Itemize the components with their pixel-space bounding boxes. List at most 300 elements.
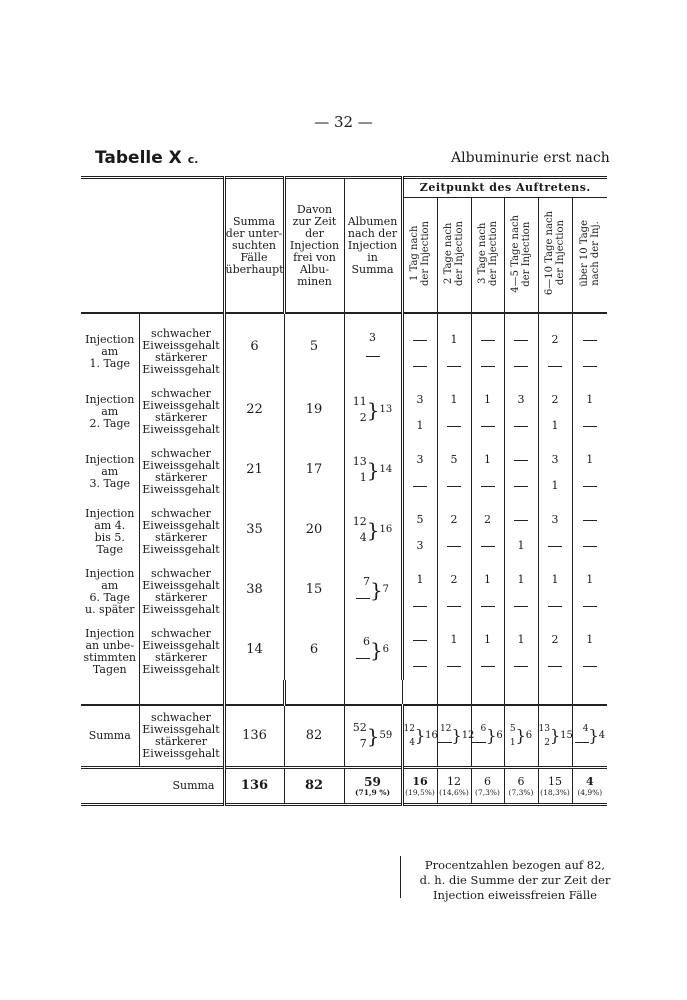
total-time-value: 15: [548, 774, 562, 788]
cell-value: 3: [551, 513, 559, 526]
summa-brace-group: [539, 722, 573, 750]
dash-mark: [447, 366, 461, 367]
time-cell-weak: [504, 500, 538, 532]
header-line: in: [367, 250, 378, 264]
total-time-cell: [471, 768, 504, 805]
spacer-row: [81, 680, 607, 705]
brace-mark: }: [366, 398, 380, 422]
sub-label-line: Eiweissgehalt: [142, 663, 220, 676]
sub-label-weak: [139, 705, 224, 736]
time-cell-weak: [402, 313, 437, 352]
albumen-strong: [353, 530, 367, 546]
header-line: Summa: [351, 262, 394, 276]
sub-label-line: Eiweissgehalt: [142, 483, 220, 496]
cell-value: 2: [551, 393, 559, 406]
albumen-stack: [353, 394, 367, 426]
summa-col-total: 16: [425, 730, 438, 741]
dash-mark: [447, 426, 461, 427]
davon-value: [284, 705, 344, 768]
sub-label-line: schwacher: [151, 627, 211, 640]
brace-mark: }: [369, 578, 383, 602]
dash-mark: [413, 366, 427, 367]
sub-label-line: Eiweissgehalt: [142, 339, 220, 352]
brace-mark: }: [369, 638, 383, 662]
sub-label-line: stärkerer: [154, 411, 208, 424]
footnote: [415, 858, 615, 903]
sub-label-weak: [139, 620, 224, 652]
cell-value: 2: [450, 513, 458, 526]
footnote-line: Procentzahlen bezogen auf 82,: [424, 858, 606, 872]
summa-brace-group: [404, 722, 438, 750]
brace-mark: }: [588, 726, 599, 745]
time-cell-strong: [437, 412, 471, 440]
summa-col-total: 6: [525, 730, 533, 741]
summa-brace-group: [438, 722, 475, 750]
albumen-weak: [366, 329, 380, 347]
table-row: [81, 560, 607, 592]
group-label-line: am 4.: [94, 519, 126, 532]
group-label-line: Injection: [85, 453, 135, 466]
time-cell-weak: [538, 380, 572, 412]
albumen-value: [344, 500, 402, 560]
albumen-weak: [356, 574, 370, 590]
time-cell-strong: [538, 652, 572, 680]
albumen-value: [344, 440, 402, 500]
time-cell-strong: [402, 352, 437, 380]
cell-value: 1: [484, 393, 491, 406]
cell-value: 3: [551, 453, 559, 466]
cell-value: 13: [352, 455, 367, 468]
dash-mark: [583, 546, 597, 547]
time-cell-weak: [572, 380, 607, 412]
cell-value: 1: [586, 453, 594, 466]
time-cell-weak: [471, 560, 504, 592]
time-cell-weak: [402, 620, 437, 652]
time-cell-strong: [572, 412, 607, 440]
header-albumen: [344, 178, 402, 314]
sub-label-line: stärkerer: [154, 531, 208, 544]
cell-value: 13: [538, 724, 550, 734]
group-label-line: Injection: [85, 567, 135, 580]
albumen-weak: [353, 514, 367, 530]
davon-value: [284, 620, 344, 680]
albumen-total: 6: [382, 644, 390, 655]
cell-value: 1: [551, 573, 559, 586]
dash-mark: [583, 520, 597, 521]
dash-mark: [356, 598, 370, 599]
cell-value: 3: [416, 539, 424, 552]
table-row: [81, 500, 607, 532]
header-line: Fälle: [240, 250, 268, 264]
davon-number: 15: [305, 582, 323, 597]
sub-label-weak: [139, 313, 224, 352]
header-time-line: über 10 Tage: [578, 220, 590, 287]
total-time-pct: (7,3%): [475, 787, 500, 797]
summa-value: [224, 313, 284, 380]
time-cell-strong: [437, 352, 471, 380]
group-label-line: 2. Tage: [89, 417, 131, 430]
group-label-line: Tagen: [92, 663, 127, 676]
header-time-col: [437, 198, 471, 314]
cell-value: 1: [450, 393, 458, 406]
time-cell-strong: [572, 652, 607, 680]
sub-label-strong: [139, 736, 224, 768]
davon-value: [284, 500, 344, 560]
summa-number: 6: [250, 339, 259, 354]
cell-value: 1: [484, 633, 491, 646]
summa-brace-group: [510, 722, 532, 750]
total-time-cell: [437, 768, 471, 805]
time-cell-strong: [538, 352, 572, 380]
cell-value: 3: [416, 393, 424, 406]
table-title-text: Tabelle X: [95, 148, 182, 168]
footnote-line: d. h. die Summe der zur Zeit der: [419, 873, 611, 887]
table-row: [81, 440, 607, 472]
albumen-brace-group: [353, 454, 392, 486]
time-cell-weak: [437, 440, 471, 472]
dash-mark: [583, 666, 597, 667]
cell-value: 1: [450, 633, 458, 646]
header-line: zur Zeit: [292, 214, 337, 228]
header-time-text: [544, 211, 566, 295]
time-cell-strong: [504, 652, 538, 680]
time-cell-strong: [504, 532, 538, 560]
header-row-1: [81, 178, 607, 198]
table-row: [81, 380, 607, 412]
spacer-cell: [538, 680, 572, 705]
summa-brace-group: [575, 722, 606, 750]
dash-mark: [514, 486, 528, 487]
summa-value: [224, 620, 284, 680]
header-time-col: [538, 198, 572, 314]
time-cell-strong: [471, 412, 504, 440]
summa-time-cell: [471, 705, 504, 768]
total-time-value: 4: [585, 774, 594, 788]
summa-stack: [472, 722, 486, 750]
albumen-stack: [366, 329, 380, 365]
time-cell-strong: [471, 592, 504, 620]
sub-label-line: Eiweissgehalt: [142, 363, 220, 376]
group-label-line: am: [101, 345, 119, 358]
albumen-strong: [353, 470, 367, 486]
header-time-line: 2 Tage nach: [443, 222, 454, 285]
dash-mark: [481, 486, 495, 487]
albumen-value: [344, 560, 402, 620]
summa-strong: [404, 736, 415, 750]
sub-label-line: schwacher: [151, 447, 211, 460]
time-cell-strong: [402, 592, 437, 620]
header-summa: [224, 178, 284, 314]
sub-label-line: Eiweissgehalt: [142, 723, 220, 736]
summa-col-total: 15: [560, 730, 573, 741]
cell-value: 3: [416, 453, 424, 466]
time-cell-weak: [471, 380, 504, 412]
total-time-value: 6: [517, 774, 525, 788]
group-label-line: u. später: [84, 603, 135, 616]
group-label-line: an unbe-: [85, 639, 135, 652]
dash-mark: [548, 606, 562, 607]
dash-mark: [413, 606, 427, 607]
summa-stack: [404, 722, 415, 750]
time-cell-weak: [504, 620, 538, 652]
spacer-cell: [224, 680, 284, 705]
dash-mark: [366, 356, 380, 357]
data-table: [81, 176, 607, 806]
time-cell-weak: [572, 560, 607, 592]
cell-value: 2: [544, 738, 550, 748]
summa-strong: [539, 736, 550, 750]
cell-value: 7: [362, 575, 370, 588]
cell-value: 1: [551, 479, 559, 492]
sub-label-line: Eiweissgehalt: [142, 519, 220, 532]
summa-number: 136: [242, 728, 267, 743]
total-label: Summa: [81, 768, 224, 805]
dash-mark: [356, 658, 370, 659]
sub-label-line: stärkerer: [154, 651, 208, 664]
summa-label: Summa: [81, 705, 139, 768]
time-cell-weak: [471, 620, 504, 652]
cell-value: 1: [586, 393, 594, 406]
header-line: minen: [297, 274, 332, 288]
sub-label-strong: [139, 592, 224, 620]
spacer-cell: [572, 680, 607, 705]
albumen-brace-group: [356, 574, 389, 606]
time-cell-strong: [437, 592, 471, 620]
time-cell-weak: [471, 440, 504, 472]
dash-mark: [413, 666, 427, 667]
cell-value: 4: [359, 531, 367, 544]
total-time-value: 6: [484, 774, 491, 788]
header-line: Injection: [347, 238, 398, 252]
albumen-value: [344, 313, 402, 380]
cell-value: 1: [551, 419, 559, 432]
dash-mark: [481, 606, 495, 607]
total-row: [81, 768, 607, 805]
summa-brace-group: [472, 722, 503, 750]
davon-value: [284, 440, 344, 500]
total-time-cell: [538, 768, 572, 805]
time-cell-weak: [437, 500, 471, 532]
header-zeitpunkt: Zeitpunkt des Auftretens.: [402, 178, 607, 198]
dash-mark: [472, 742, 486, 743]
dash-mark: [583, 606, 597, 607]
brace-mark: }: [366, 724, 380, 748]
cell-value: 1: [509, 738, 516, 748]
summa-weak: [472, 722, 486, 736]
time-cell-weak: [572, 500, 607, 532]
total-time-pct: (18,3%): [540, 787, 570, 797]
sub-label-line: stärkerer: [154, 471, 208, 484]
total-albumen-value: 59: [364, 774, 381, 789]
cell-value: 1: [517, 633, 525, 646]
albumen-weak: 52: [352, 721, 367, 734]
header-time-col: [471, 198, 504, 314]
dash-mark: [575, 742, 589, 743]
time-cell-strong: [504, 352, 538, 380]
albumen-stack: [353, 720, 367, 752]
cell-value: 2: [484, 513, 491, 526]
cell-value: 3: [517, 393, 525, 406]
header-time-line: der Injection: [555, 221, 566, 286]
time-cell-strong: [402, 472, 437, 500]
sub-label-weak: [139, 500, 224, 532]
cell-value: 1: [484, 453, 491, 466]
cell-value: 11: [352, 395, 367, 408]
summa-number: 21: [246, 462, 263, 477]
summa-col-total: 6: [496, 730, 503, 741]
total-summa: 136: [224, 768, 284, 805]
brace-mark: }: [549, 726, 561, 745]
sub-label-line: Eiweissgehalt: [142, 603, 220, 616]
sub-label-line: Eiweissgehalt: [142, 579, 220, 592]
summa-value: [224, 500, 284, 560]
time-cell-weak: [572, 620, 607, 652]
header-time-text: [510, 215, 532, 293]
summa-stack: [539, 722, 550, 750]
brace-mark: }: [486, 726, 497, 745]
spacer-cell: [437, 680, 471, 705]
sub-label-line: Eiweissgehalt: [142, 639, 220, 652]
time-cell-strong: [402, 652, 437, 680]
total-albumen-pct: (71,9 %): [354, 787, 391, 797]
sub-label-line: schwacher: [151, 567, 211, 580]
albumen-total: 14: [379, 464, 393, 475]
header-line: überhaupt: [225, 262, 284, 276]
time-cell-weak: [402, 440, 437, 472]
cell-value: 3: [369, 331, 376, 344]
time-cell-weak: [572, 440, 607, 472]
sub-label-line: schwacher: [151, 711, 211, 724]
davon-value: [284, 380, 344, 440]
cell-value: 12: [352, 515, 367, 528]
time-cell-weak: [538, 560, 572, 592]
table-row: [81, 313, 607, 352]
time-cell-weak: [437, 560, 471, 592]
time-cell-weak: [471, 313, 504, 352]
davon-number: 19: [305, 402, 323, 417]
brace-mark: }: [414, 726, 426, 745]
summa-number: 22: [246, 402, 263, 417]
summa-row: [81, 705, 607, 736]
group-label-line: Injection: [85, 507, 135, 520]
dash-mark: [548, 366, 562, 367]
summa-strong: [472, 736, 486, 750]
summa-weak: [539, 722, 550, 736]
cell-value: 5: [416, 513, 424, 526]
sub-label-line: stärkerer: [154, 735, 208, 748]
time-cell-strong: [471, 532, 504, 560]
header-time-line: 4—5 Tage nach: [510, 214, 521, 293]
header-time-text: [579, 220, 601, 287]
dash-mark: [583, 366, 597, 367]
cell-value: 2: [450, 573, 458, 586]
sub-label-weak: [139, 380, 224, 412]
time-cell-strong: [572, 352, 607, 380]
albumen-stack: [356, 574, 370, 606]
cell-value: 5: [509, 724, 516, 734]
albumen-strong: [356, 650, 370, 666]
time-cell-strong: [572, 472, 607, 500]
summa-time-cell: [402, 705, 437, 768]
summa-weak: [404, 722, 415, 736]
cell-value: 6: [362, 635, 370, 648]
header-blank: [81, 178, 224, 314]
time-cell-weak: [437, 380, 471, 412]
albumen-brace-group: [356, 634, 389, 666]
time-cell-strong: [538, 472, 572, 500]
cell-value: 4: [409, 738, 415, 748]
header-time-line: 1 Tag nach: [409, 225, 420, 282]
dash-mark: [413, 640, 427, 641]
sub-label-strong: [139, 652, 224, 680]
cell-value: 12: [440, 724, 452, 734]
dash-mark: [481, 426, 495, 427]
summa-stack: [575, 722, 589, 750]
time-cell-weak: [504, 440, 538, 472]
dash-mark: [481, 546, 495, 547]
group-label-line: am: [101, 405, 119, 418]
summa-weak: [438, 722, 452, 736]
davon-number: 5: [309, 339, 319, 354]
time-cell-weak: [471, 500, 504, 532]
dash-mark: [514, 666, 528, 667]
dash-mark: [548, 666, 562, 667]
group-label: [81, 440, 139, 500]
time-cell-weak: [572, 313, 607, 352]
albumen-total: 13: [379, 404, 393, 415]
time-cell-weak: [504, 560, 538, 592]
header-line: der: [305, 226, 324, 240]
spacer-cell: [81, 680, 139, 705]
dash-mark: [447, 486, 461, 487]
table-row: [81, 620, 607, 652]
header-time-line: der Injection: [521, 221, 532, 286]
header-time-text: [443, 221, 465, 286]
dash-mark: [447, 666, 461, 667]
dash-mark: [514, 520, 528, 521]
summa-value: [224, 380, 284, 440]
davon-value: [284, 560, 344, 620]
sub-label-line: schwacher: [151, 387, 211, 400]
summa-number: 14: [246, 642, 263, 657]
header-time-line: 3 Tage nach: [476, 222, 488, 285]
time-cell-strong: [538, 592, 572, 620]
sub-label-line: Eiweissgehalt: [142, 423, 220, 436]
davon-number: 6: [309, 642, 319, 657]
brace-mark: }: [515, 726, 526, 745]
dash-mark: [413, 340, 427, 341]
cell-value: 1: [484, 573, 491, 586]
sub-label-line: Eiweissgehalt: [142, 399, 220, 412]
total-time-pct: (4,9%): [577, 787, 603, 797]
brace-mark: }: [366, 458, 380, 482]
summa-stack: [438, 722, 452, 750]
group-label-line: 6. Tage: [89, 591, 131, 604]
time-cell-strong: [504, 592, 538, 620]
albumen-weak: [356, 634, 370, 650]
dash-mark: [438, 742, 452, 743]
sub-label-strong: [139, 532, 224, 560]
group-label: [81, 380, 139, 440]
albumen-brace-group: [353, 720, 392, 752]
sub-label-line: Eiweissgehalt: [142, 459, 220, 472]
header-line: nach der: [347, 226, 398, 240]
dash-mark: [413, 486, 427, 487]
spacer-cell: [139, 680, 224, 705]
dash-mark: [481, 666, 495, 667]
cell-value: 1: [586, 573, 594, 586]
albumen-total: 7: [382, 584, 390, 595]
